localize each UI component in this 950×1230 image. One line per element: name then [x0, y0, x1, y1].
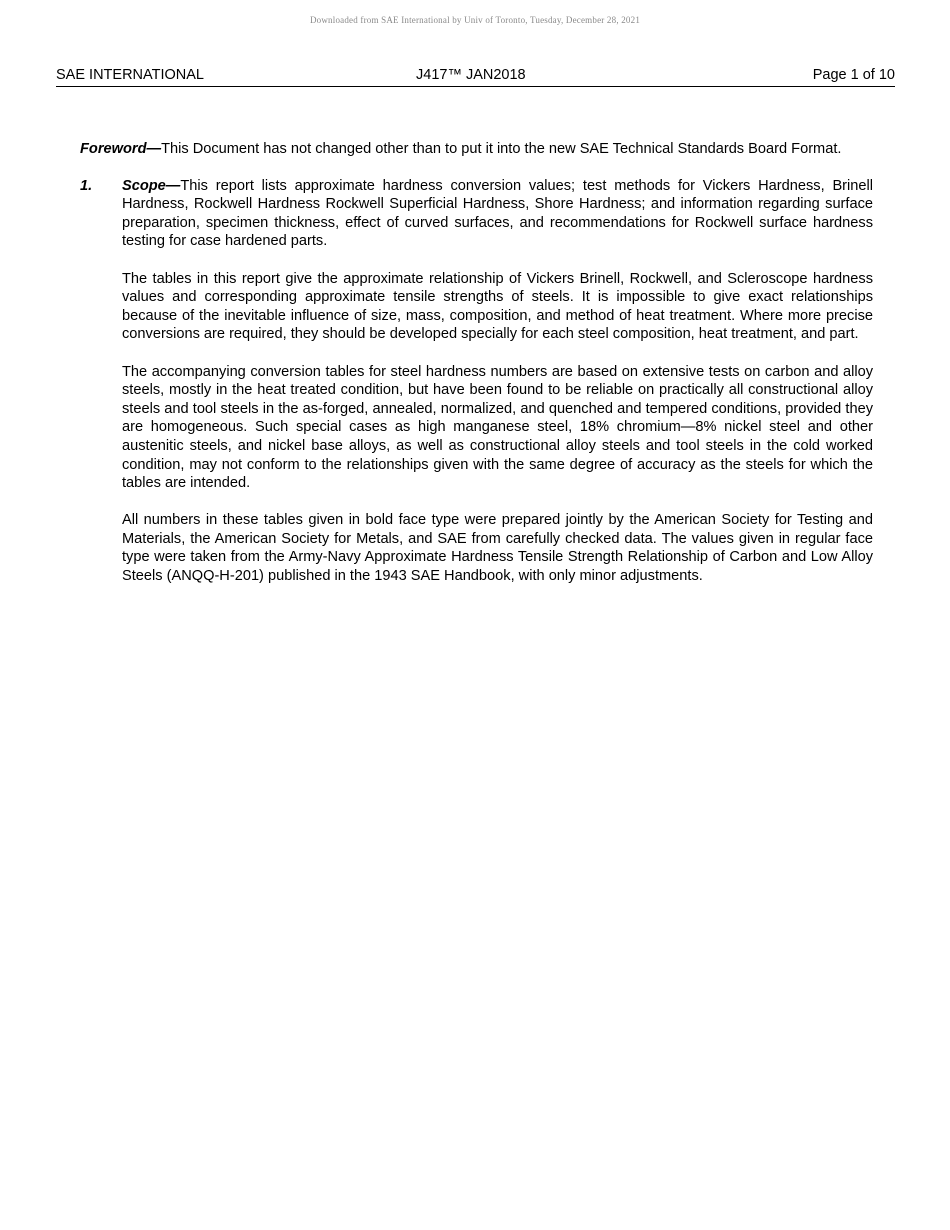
- foreword-paragraph: [80, 140, 873, 159]
- document-body: [80, 140, 873, 604]
- header-page-number: Page 1 of 10: [812, 67, 895, 83]
- header-document-id: J417™ JAN2018: [416, 67, 526, 83]
- download-watermark: Downloaded from SAE International by Univ of Toronto, Tuesday, December 28, 2021: [309, 15, 641, 25]
- header-organization: SAE INTERNATIONAL: [56, 67, 204, 83]
- body-paragraph: The accompanying conversion tables for steel hardness numbers are based on extensive tests on carbon and alloy steels, mostly in the heat treated condition, but have been found to be reliable on practically all constructional alloy steels and tool steels in the as-forged, annealed, normalized, and quenched and tempered conditions, provided they are homogeneous. Such special cases as high manganese steel, 18% chromium—8% nickel steel and other austenitic steels, and nickel base alloys, as well as constructional alloy steels and tool steels in the cold worked condition, may not conform to the relationships given with the same degree of accuracy as the steels for which the tables are intended.: [122, 363, 873, 492]
- body-paragraph: All numbers in these tables given in bold face type were prepared jointly by the American Society for Testing and Materials, the American Society for Metals, and SAE from carefully checked data. The values given in regular face type were taken from the Army-Navy Approximate Hardness Tensile Strength Relationship of Carbon and Low Alloy Steels (ANQQ-H-201) published in the 1943 SAE Handbook, with only minor adjustments.: [122, 512, 873, 585]
- scope-paragraph: [122, 177, 873, 251]
- foreword-heading: Foreword—: [80, 141, 162, 157]
- foreword-text: This Document has not changed other than to put it into the new SAE Technical Standards Board Format.: [161, 141, 842, 157]
- body-paragraph: The tables in this report give the approximate relationship of Vickers Brinell, Rockwell, and Scleroscope hardness values and corresponding approximate tensile strengths of steels. It is impossible to give exact relationships because of the inevitable influence of size, mass, composition, and method of heat treatment. Where more precise conversions are required, they should be developed specially for each steel composition, heat treatment, and part.: [122, 270, 873, 343]
- scope-heading: Scope—: [122, 177, 181, 194]
- page-header: [56, 66, 895, 87]
- scope-text: This report lists approximate hardness conversion values; test methods for Vickers Hardness, Brinell Hardness, Rockwell Hardness Rockwell Superficial Hardness, Shore Hardness; and information regarding surface preparation, specimen thickness, effect of curved surfaces, and recommendations for Rockwell surface hardness testing for case hardened parts.: [122, 177, 873, 250]
- section-scope: [80, 177, 873, 586]
- section-number: 1.: [80, 177, 93, 194]
